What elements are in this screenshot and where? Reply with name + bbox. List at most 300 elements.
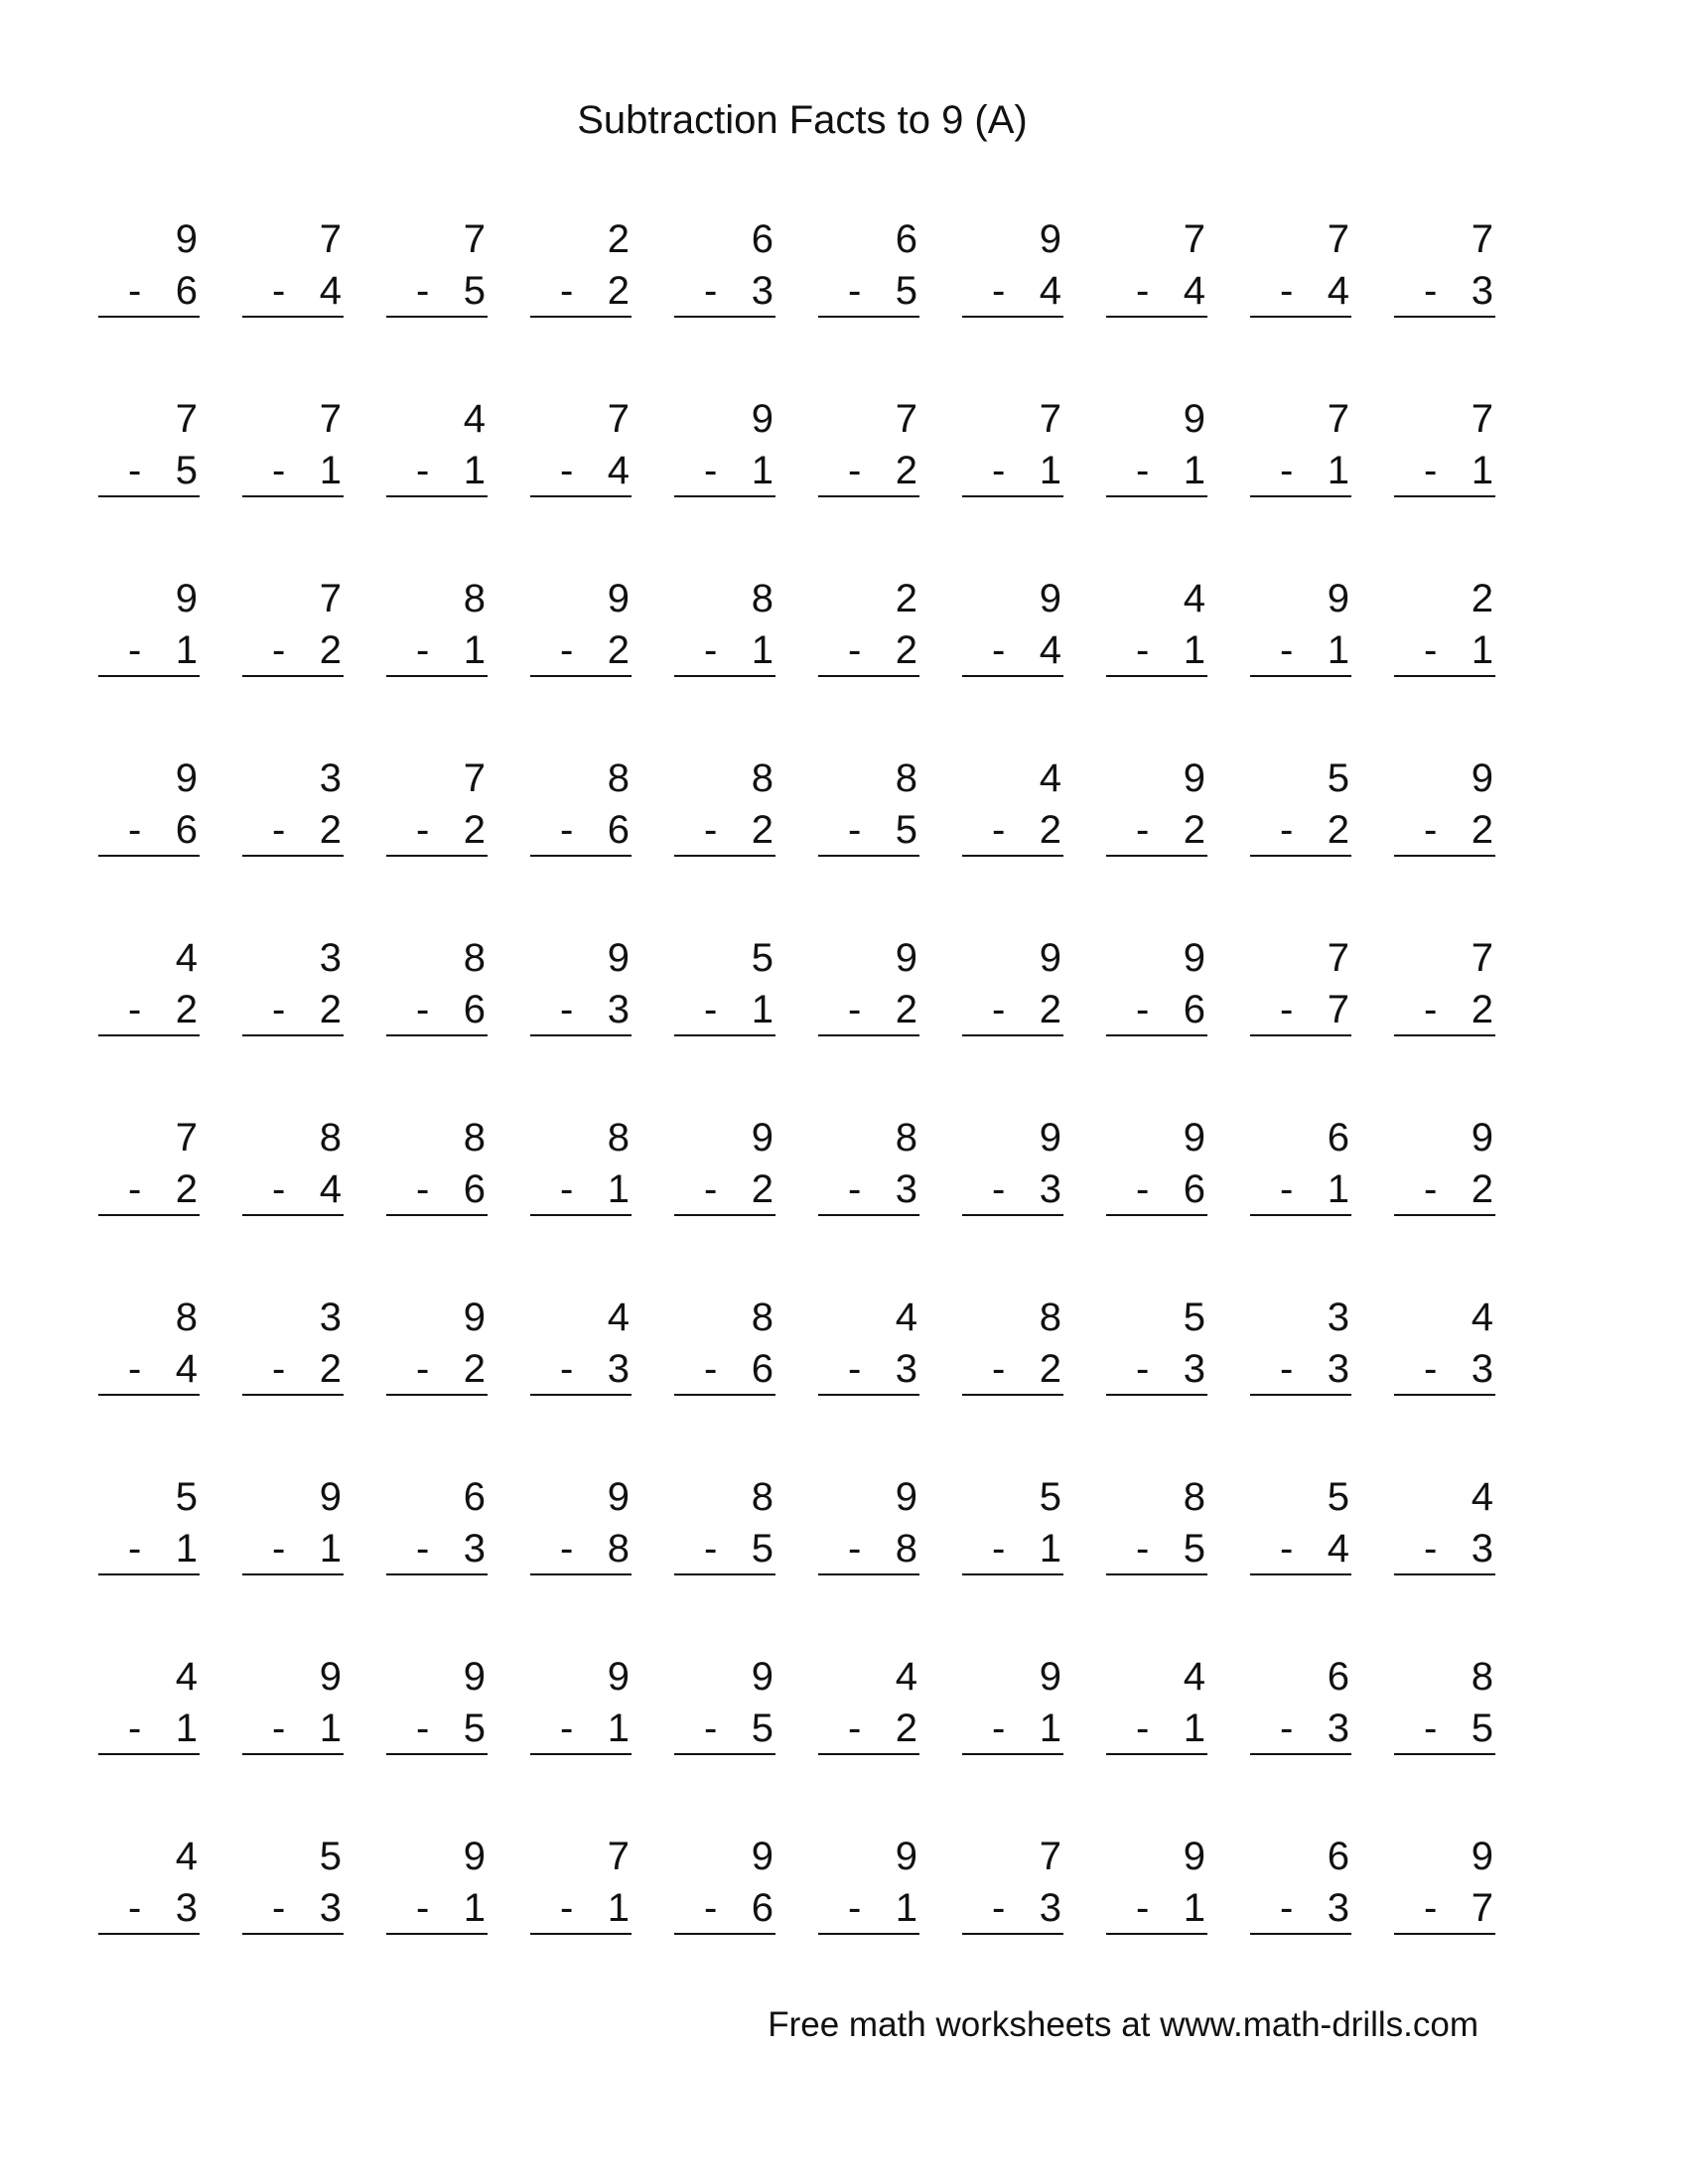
answer-line <box>242 1753 344 1755</box>
answer-line <box>386 1573 488 1575</box>
minuend: 4 <box>1039 756 1061 800</box>
answer-line <box>242 495 344 497</box>
answer-line <box>674 1214 775 1216</box>
answer-line <box>1106 1573 1207 1575</box>
minuend: 4 <box>895 1655 917 1699</box>
minus-sign: - <box>1280 1527 1294 1570</box>
subtraction-problem <box>530 1474 632 1570</box>
subtraction-problem <box>962 1654 1063 1750</box>
answer-line <box>386 1394 488 1396</box>
subtraction-problem <box>1394 1474 1495 1570</box>
minus-sign: - <box>560 449 574 492</box>
answer-line <box>962 855 1063 857</box>
answer-line <box>530 1753 632 1755</box>
subtraction-problem <box>1250 216 1351 313</box>
minus-sign: - <box>128 808 142 852</box>
subtrahend: 2 <box>607 269 630 313</box>
subtraction-problem <box>962 396 1063 492</box>
subtrahend: 2 <box>607 628 630 672</box>
answer-line <box>818 855 919 857</box>
answer-line <box>386 675 488 677</box>
minuend: 7 <box>175 1116 198 1160</box>
minus-sign: - <box>560 1886 574 1930</box>
minus-sign: - <box>128 269 142 313</box>
minuend: 9 <box>607 1655 630 1699</box>
minuend: 6 <box>751 217 774 261</box>
answer-line <box>242 675 344 677</box>
subtraction-problem <box>242 396 344 492</box>
subtraction-problem <box>818 216 919 313</box>
minuend: 9 <box>319 1475 342 1519</box>
minuend: 7 <box>1183 217 1205 261</box>
minuend: 7 <box>1039 1835 1061 1878</box>
subtraction-problem <box>242 755 344 852</box>
minuend: 7 <box>463 217 486 261</box>
minus-sign: - <box>560 988 574 1031</box>
minus-sign: - <box>1280 1886 1294 1930</box>
answer-line <box>530 1394 632 1396</box>
answer-line <box>386 316 488 318</box>
minus-sign: - <box>1136 269 1150 313</box>
subtraction-problem <box>1106 755 1207 852</box>
minuend: 7 <box>463 756 486 800</box>
minuend: 9 <box>1039 217 1061 261</box>
subtraction-problem <box>962 755 1063 852</box>
answer-line <box>1394 316 1495 318</box>
answer-line <box>386 1753 488 1755</box>
minuend: 9 <box>751 1655 774 1699</box>
answer-line <box>818 316 919 318</box>
subtrahend: 2 <box>1471 1167 1493 1211</box>
minus-sign: - <box>1424 808 1438 852</box>
minuend: 3 <box>319 756 342 800</box>
minus-sign: - <box>992 808 1006 852</box>
minuend: 9 <box>607 936 630 980</box>
subtrahend: 5 <box>751 1527 774 1570</box>
minus-sign: - <box>848 1706 862 1750</box>
subtrahend: 5 <box>895 269 917 313</box>
subtraction-problem <box>98 396 200 492</box>
subtraction-problem <box>818 576 919 672</box>
subtrahend: 3 <box>895 1347 917 1391</box>
minuend: 8 <box>463 1116 486 1160</box>
subtrahend: 2 <box>895 449 917 492</box>
minuend: 8 <box>1039 1296 1061 1339</box>
answer-line <box>674 1394 775 1396</box>
answer-line <box>818 495 919 497</box>
minus-sign: - <box>416 988 430 1031</box>
subtraction-problem <box>962 1474 1063 1570</box>
minus-sign: - <box>416 1706 430 1750</box>
minuend: 7 <box>1471 936 1493 980</box>
subtrahend: 2 <box>751 1167 774 1211</box>
minus-sign: - <box>272 1527 286 1570</box>
minus-sign: - <box>1424 1347 1438 1391</box>
subtrahend: 3 <box>1327 1706 1349 1750</box>
minus-sign: - <box>992 1886 1006 1930</box>
minuend: 7 <box>1471 217 1493 261</box>
subtrahend: 2 <box>1327 808 1349 852</box>
answer-line <box>530 1034 632 1036</box>
minuend: 9 <box>607 1475 630 1519</box>
subtrahend: 3 <box>607 988 630 1031</box>
minuend: 8 <box>1183 1475 1205 1519</box>
minus-sign: - <box>704 1347 718 1391</box>
minus-sign: - <box>1280 628 1294 672</box>
subtraction-problem <box>674 1654 775 1750</box>
minuend: 8 <box>607 1116 630 1160</box>
subtraction-problem <box>242 1834 344 1930</box>
subtrahend: 6 <box>463 1167 486 1211</box>
minus-sign: - <box>1136 1527 1150 1570</box>
subtraction-problem <box>386 216 488 313</box>
minuend: 4 <box>1471 1296 1493 1339</box>
minuend: 4 <box>895 1296 917 1339</box>
subtraction-problem <box>386 1295 488 1391</box>
minus-sign: - <box>128 1527 142 1570</box>
subtrahend: 1 <box>1327 1167 1349 1211</box>
subtraction-problem <box>1250 1834 1351 1930</box>
problem-grid <box>98 216 1508 1930</box>
answer-line <box>1394 675 1495 677</box>
minuend: 8 <box>751 1296 774 1339</box>
subtraction-problem <box>818 1654 919 1750</box>
minus-sign: - <box>1424 449 1438 492</box>
subtraction-problem <box>530 396 632 492</box>
minus-sign: - <box>1136 449 1150 492</box>
subtrahend: 4 <box>1039 269 1061 313</box>
subtraction-problem <box>242 1654 344 1750</box>
minus-sign: - <box>272 808 286 852</box>
subtrahend: 6 <box>175 269 198 313</box>
minuend: 8 <box>895 756 917 800</box>
minus-sign: - <box>704 449 718 492</box>
minuend: 9 <box>463 1835 486 1878</box>
answer-line <box>818 675 919 677</box>
minuend: 9 <box>1471 1116 1493 1160</box>
minuend: 8 <box>895 1116 917 1160</box>
minus-sign: - <box>704 628 718 672</box>
answer-line <box>674 1034 775 1036</box>
minus-sign: - <box>992 1527 1006 1570</box>
answer-line <box>98 1753 200 1755</box>
answer-line <box>1394 1753 1495 1755</box>
minuend: 9 <box>1039 1655 1061 1699</box>
minuend: 4 <box>175 1835 198 1878</box>
subtraction-problem <box>962 216 1063 313</box>
subtrahend: 5 <box>895 808 917 852</box>
minus-sign: - <box>272 988 286 1031</box>
subtrahend: 3 <box>319 1886 342 1930</box>
minus-sign: - <box>1136 628 1150 672</box>
minuend: 9 <box>1183 1835 1205 1878</box>
subtrahend: 1 <box>1039 1527 1061 1570</box>
subtraction-problem <box>530 755 632 852</box>
subtraction-problem <box>818 396 919 492</box>
subtrahend: 1 <box>607 1167 630 1211</box>
subtrahend: 2 <box>1039 1347 1061 1391</box>
answer-line <box>386 1214 488 1216</box>
answer-line <box>242 855 344 857</box>
subtraction-problem <box>1106 1115 1207 1211</box>
minus-sign: - <box>416 1886 430 1930</box>
answer-line <box>242 316 344 318</box>
answer-line <box>674 495 775 497</box>
answer-line <box>818 1933 919 1935</box>
minus-sign: - <box>848 1167 862 1211</box>
footer-text: Free math worksheets at www.math-drills.com <box>768 2005 1478 2044</box>
subtraction-problem <box>242 216 344 313</box>
subtraction-problem <box>1250 576 1351 672</box>
minuend: 7 <box>1327 397 1349 441</box>
minuend: 9 <box>463 1296 486 1339</box>
subtrahend: 3 <box>1327 1347 1349 1391</box>
minuend: 7 <box>895 397 917 441</box>
minuend: 7 <box>1327 217 1349 261</box>
subtrahend: 3 <box>175 1886 198 1930</box>
minuend: 5 <box>751 936 774 980</box>
subtrahend: 2 <box>319 1347 342 1391</box>
minuend: 2 <box>1471 577 1493 620</box>
minus-sign: - <box>1424 269 1438 313</box>
minuend: 4 <box>1183 577 1205 620</box>
subtrahend: 1 <box>751 628 774 672</box>
answer-line <box>1394 855 1495 857</box>
subtrahend: 3 <box>751 269 774 313</box>
minus-sign: - <box>560 628 574 672</box>
subtraction-problem <box>674 1295 775 1391</box>
minus-sign: - <box>704 988 718 1031</box>
minuend: 7 <box>1327 936 1349 980</box>
subtraction-problem <box>98 755 200 852</box>
subtrahend: 5 <box>1183 1527 1205 1570</box>
minuend: 9 <box>1039 1116 1061 1160</box>
minus-sign: - <box>1280 1706 1294 1750</box>
subtrahend: 1 <box>751 988 774 1031</box>
minuend: 5 <box>1183 1296 1205 1339</box>
answer-line <box>1250 1573 1351 1575</box>
subtrahend: 8 <box>895 1527 917 1570</box>
answer-line <box>98 1394 200 1396</box>
answer-line <box>1250 675 1351 677</box>
subtraction-problem <box>98 1474 200 1570</box>
answer-line <box>1250 316 1351 318</box>
minuend: 8 <box>751 756 774 800</box>
subtrahend: 2 <box>463 1347 486 1391</box>
subtrahend: 1 <box>1183 628 1205 672</box>
minuend: 2 <box>607 217 630 261</box>
subtrahend: 1 <box>319 449 342 492</box>
answer-line <box>1394 1573 1495 1575</box>
subtrahend: 3 <box>1471 269 1493 313</box>
subtrahend: 2 <box>1039 808 1061 852</box>
subtraction-problem <box>98 935 200 1031</box>
minus-sign: - <box>992 988 1006 1031</box>
answer-line <box>1250 1034 1351 1036</box>
answer-line <box>242 1933 344 1935</box>
answer-line <box>242 1034 344 1036</box>
answer-line <box>1250 495 1351 497</box>
minus-sign: - <box>128 1167 142 1211</box>
minuend: 9 <box>1039 577 1061 620</box>
subtrahend: 8 <box>607 1527 630 1570</box>
minus-sign: - <box>272 1706 286 1750</box>
subtraction-problem <box>242 576 344 672</box>
subtrahend: 2 <box>175 988 198 1031</box>
minuend: 8 <box>175 1296 198 1339</box>
subtrahend: 4 <box>1327 269 1349 313</box>
answer-line <box>1394 1214 1495 1216</box>
minuend: 5 <box>175 1475 198 1519</box>
minuend: 7 <box>607 1835 630 1878</box>
minuend: 9 <box>751 1116 774 1160</box>
subtrahend: 2 <box>895 628 917 672</box>
answer-line <box>242 1214 344 1216</box>
answer-line <box>674 1753 775 1755</box>
subtrahend: 2 <box>751 808 774 852</box>
minuend: 9 <box>1183 936 1205 980</box>
subtraction-problem <box>674 755 775 852</box>
subtrahend: 1 <box>1183 1706 1205 1750</box>
subtraction-problem <box>962 935 1063 1031</box>
subtraction-problem <box>530 1654 632 1750</box>
subtrahend: 1 <box>463 449 486 492</box>
minuend: 9 <box>463 1655 486 1699</box>
subtrahend: 1 <box>319 1706 342 1750</box>
subtrahend: 1 <box>1039 1706 1061 1750</box>
answer-line <box>530 675 632 677</box>
minuend: 8 <box>751 577 774 620</box>
answer-line <box>1106 855 1207 857</box>
minus-sign: - <box>1136 1706 1150 1750</box>
subtrahend: 2 <box>319 808 342 852</box>
subtraction-problem <box>962 1115 1063 1211</box>
answer-line <box>1106 1214 1207 1216</box>
subtrahend: 5 <box>751 1706 774 1750</box>
minuend: 9 <box>1183 397 1205 441</box>
minus-sign: - <box>848 988 862 1031</box>
minuend: 9 <box>1183 756 1205 800</box>
subtrahend: 1 <box>751 449 774 492</box>
subtraction-problem <box>530 935 632 1031</box>
minuend: 9 <box>1471 1835 1493 1878</box>
subtraction-problem <box>1394 216 1495 313</box>
answer-line <box>818 1753 919 1755</box>
answer-line <box>98 1214 200 1216</box>
minus-sign: - <box>416 1167 430 1211</box>
minuend: 8 <box>319 1116 342 1160</box>
subtrahend: 1 <box>1039 449 1061 492</box>
subtrahend: 6 <box>751 1347 774 1391</box>
answer-line <box>98 675 200 677</box>
minus-sign: - <box>1280 1167 1294 1211</box>
answer-line <box>818 1394 919 1396</box>
minus-sign: - <box>992 1706 1006 1750</box>
minus-sign: - <box>848 1527 862 1570</box>
minuend: 5 <box>1327 756 1349 800</box>
worksheet-title: Subtraction Facts to 9 (A) <box>577 98 1028 142</box>
minuend: 8 <box>607 756 630 800</box>
minus-sign: - <box>272 1886 286 1930</box>
subtraction-problem <box>818 935 919 1031</box>
minuend: 2 <box>895 577 917 620</box>
minus-sign: - <box>1424 1706 1438 1750</box>
minus-sign: - <box>848 1886 862 1930</box>
minuend: 7 <box>175 397 198 441</box>
answer-line <box>962 1933 1063 1935</box>
subtrahend: 1 <box>1471 628 1493 672</box>
minuend: 3 <box>1327 1296 1349 1339</box>
subtrahend: 3 <box>1183 1347 1205 1391</box>
answer-line <box>98 495 200 497</box>
subtrahend: 3 <box>1471 1347 1493 1391</box>
subtrahend: 1 <box>1183 1886 1205 1930</box>
minuend: 7 <box>319 577 342 620</box>
subtraction-problem <box>1250 1474 1351 1570</box>
subtraction-problem <box>98 1834 200 1930</box>
minuend: 6 <box>1327 1655 1349 1699</box>
answer-line <box>1250 1394 1351 1396</box>
subtraction-problem <box>98 1654 200 1750</box>
minus-sign: - <box>1424 1167 1438 1211</box>
subtraction-problem <box>1250 1654 1351 1750</box>
subtrahend: 4 <box>319 1167 342 1211</box>
minus-sign: - <box>1424 988 1438 1031</box>
answer-line <box>1106 1753 1207 1755</box>
subtraction-problem <box>1394 935 1495 1031</box>
answer-line <box>386 495 488 497</box>
answer-line <box>530 1573 632 1575</box>
answer-line <box>1106 316 1207 318</box>
minuend: 6 <box>463 1475 486 1519</box>
subtraction-problem <box>674 576 775 672</box>
subtraction-problem <box>1394 1834 1495 1930</box>
subtraction-problem <box>386 1474 488 1570</box>
answer-line <box>962 675 1063 677</box>
minuend: 8 <box>463 577 486 620</box>
subtraction-problem <box>1250 935 1351 1031</box>
subtraction-problem <box>386 1115 488 1211</box>
subtrahend: 6 <box>1183 988 1205 1031</box>
answer-line <box>1250 1753 1351 1755</box>
subtraction-problem <box>386 396 488 492</box>
answer-line <box>530 1933 632 1935</box>
subtraction-problem <box>962 576 1063 672</box>
answer-line <box>98 1933 200 1935</box>
subtraction-problem <box>1106 576 1207 672</box>
subtrahend: 2 <box>1039 988 1061 1031</box>
subtraction-problem <box>1394 396 1495 492</box>
subtrahend: 6 <box>463 988 486 1031</box>
minuend: 3 <box>319 936 342 980</box>
subtrahend: 4 <box>607 449 630 492</box>
minus-sign: - <box>272 1167 286 1211</box>
subtrahend: 3 <box>607 1347 630 1391</box>
subtrahend: 3 <box>895 1167 917 1211</box>
subtrahend: 5 <box>1471 1706 1493 1750</box>
minuend: 5 <box>1039 1475 1061 1519</box>
minuend: 8 <box>463 936 486 980</box>
subtrahend: 3 <box>463 1527 486 1570</box>
answer-line <box>98 1034 200 1036</box>
subtraction-problem <box>1250 755 1351 852</box>
subtraction-problem <box>1106 1474 1207 1570</box>
minus-sign: - <box>704 1886 718 1930</box>
minuend: 7 <box>607 397 630 441</box>
subtraction-problem <box>98 1295 200 1391</box>
subtrahend: 2 <box>1471 988 1493 1031</box>
subtraction-problem <box>386 1834 488 1930</box>
